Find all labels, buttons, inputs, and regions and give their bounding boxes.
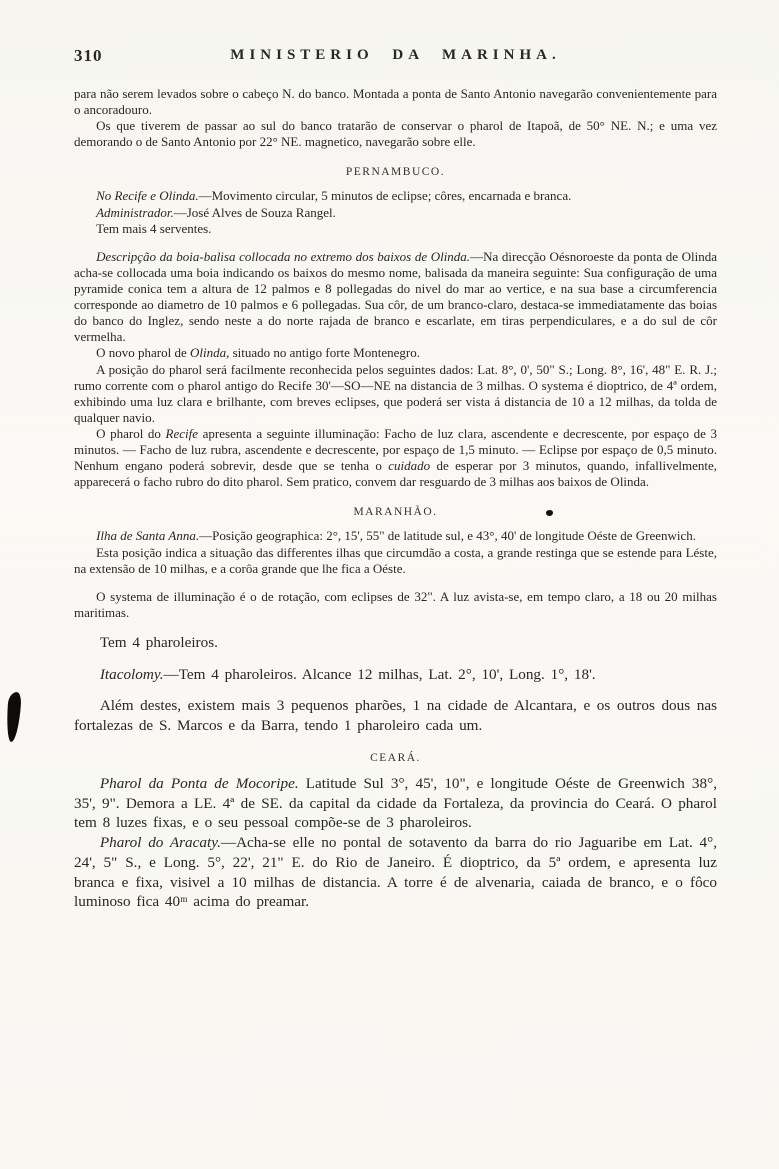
paragraph-lead-italic: Descripção da boia-balisa collocada no extremo dos baixos de Olinda. — [96, 248, 471, 264]
paragraph-text: A posição do pharol será facilmente reconhecida pelos seguintes dados: Lat. 8°, 0', 50" S.; Long. 8°, 16', 48" E. R. J.; rumo corrente com o pharol antigo do Recife 30'—SO—NE na distancia de 3 milhas. O systema é dioptrico, de 4ª ordem, exhibindo uma luz clara e brilhante, com breves eclipses, que poderá ser vista á distancia de 10 a 12 milhas, da tolda de qualquer navio. — [74, 361, 717, 425]
paragraph — [74, 86, 717, 118]
paragraph-text: Tem 4 pharoleiros. — [99, 633, 218, 651]
document-body — [74, 86, 717, 912]
paragraph — [74, 774, 717, 833]
paragraph-lead-italic: Ilha de Santa Anna. — [96, 528, 200, 544]
paragraph-text: Os que tiverem de passar ao sul do banco tratarão de conservar o pharol de Itapoã, de 50° NE. N.; e uma vez demorando o de Santo Antonio por 22° NE. magnetico, navegarão sobre elle. — [74, 118, 717, 150]
paragraph — [74, 528, 717, 544]
paragraph-text: para não serem levados sobre o cabeço N. do banco. Montada a ponta de Santo Antonio navegarão convenientemente para o ancoradouro. — [74, 86, 717, 118]
paragraph-lead-italic: Pharol da Ponta de Mocoripe. — [99, 774, 299, 792]
paragraph — [74, 362, 717, 426]
paragraph — [74, 118, 717, 150]
page-header — [74, 46, 717, 70]
paragraph-text: O pharol do — [96, 425, 166, 441]
paragraph — [74, 696, 717, 736]
paragraph — [74, 188, 717, 204]
page-number: 310 — [74, 46, 103, 65]
section-heading: CEARÁ. — [370, 751, 421, 764]
paragraph-text: apresenta a seguinte illuminação: Facho de luz clara, ascendente e decrescente, por espaço de 3 minutos. — Facho de luz rubra, ascendente e decrescente, por espaço de 1,5 minuto. — Eclipse por espaço de 0,5 minuto. Nenhum engano poderá sobrevir, desde que se tenha o — [74, 425, 717, 474]
paragraph-text: Além destes, existem mais 3 pequenos pharões, 1 na cidade de Alcantara, e os outros dous nas fortalezas de S. Marcos e da Barra, tendo 1 pharoleiro cada um. — [74, 697, 717, 735]
paragraph — [74, 221, 717, 237]
paragraph-text: —Movimento circular, 5 minutos de eclipse; côres, encarnada e branca. — [198, 188, 572, 204]
paragraph — [74, 665, 717, 685]
section-heading: MARANHÃO. — [74, 506, 717, 518]
paragraph-text: —José Alves de Souza Rangel. — [173, 204, 336, 220]
paragraph-lead-italic: Pharol do Aracaty. — [99, 834, 221, 852]
paragraph — [74, 545, 717, 577]
paragraph-lead-italic: No Recife e Olinda. — [96, 188, 199, 204]
paragraph-text: —Na direcção Oésnoroeste da ponta de Olinda acha-se collocada uma boia indicando os baixos do mesmo nome, balisada da maneira seguinte: Sua configuração de uma pyramide conica tem a altura de 12 palmos e 8 pollegadas do nivel do mar ao vertice, e na sua base a circumferencia corresponde ao diametro de 10 palmos e 6 pollegadas. Sua côr, de um branco-claro, destaca-se immediatamente das boias do banco do Inglez, sendo neste a do norte rajada de branco e escarlate, em tiras perpendiculares, e a do sul de côr vermelha. — [74, 248, 717, 345]
paragraph — [74, 633, 717, 653]
paragraph-lead-italic: cuidado — [388, 458, 431, 474]
paragraph-text: Esta posição indica a situação das differentes ilhas que circumdão a costa, a grande restinga que se estende para Léste, na extensão de 10 milhas, e a corôa grande que lhe fica a Oéste. — [74, 544, 717, 576]
paragraph-text: —Posição geographica: 2°, 15', 55" de latitude sul, e 43°, 40' de longitude Oéste de Greenwich. — [199, 528, 697, 544]
paragraph — [74, 345, 717, 361]
paragraph — [74, 589, 717, 621]
ink-dot — [546, 510, 553, 516]
paragraph — [74, 426, 717, 490]
paragraph-lead-italic: Itacolomy. — [99, 665, 164, 683]
paragraph — [74, 833, 717, 912]
paragraph-text: de esperar por 3 minutos, quando, infallivelmente, apparecerá o facho rubro do dito pharol. Sem pratico, convem dar resguardo de 3 milhas aos baixos de Olinda. — [74, 458, 718, 490]
paragraph-text: Latitude Sul 3°, 45', 10", e longitude Oéste de Greenwich 38°, 35', 9". Demora a LE. 4ª de SE. da capital da cidade da Fortaleza, da provincia do Ceará. O pharol tem 8 luzes fixas, e o seu pessoal compõe-se de 3 pharoleiros. — [74, 774, 717, 832]
paragraph-text: O systema de illuminação é o de rotação, com eclipses de 32". A luz avista-se, em tempo claro, a 18 ou 20 milhas maritimas. — [74, 588, 717, 620]
section-heading: PERNAMBUCO. — [345, 166, 446, 179]
paragraph-text: —Tem 4 pharoleiros. Alcance 12 milhas, Lat. 2°, 10', Long. 1°, 18'. — [163, 665, 596, 683]
paragraph-text: , situado no antigo forte Montenegro. — [226, 345, 420, 361]
paragraph-text: Tem mais 4 serventes. — [96, 220, 212, 236]
paragraph — [74, 249, 717, 346]
paragraph-text: —Acha-se elle no pontal de sotavento da barra do rio Jaguaribe em Lat. 4°, 24', 5" S., e Long. 5°, 22', 21" E. do Rio de Janeiro. É dioptrico, da 5ª ordem, e apresenta luz branca e fixa, visivel a 10 milhas de distancia. A torre é de alvenaria, caiada de branco, e o fôco luminoso fica 40ᵐ acima do preamar. — [74, 834, 717, 911]
paragraph — [74, 205, 717, 221]
running-title: MINISTERIO DA MARINHA. — [230, 47, 561, 63]
paragraph-lead-italic: Administrador. — [96, 204, 174, 220]
paragraph-lead-italic: Olinda — [189, 345, 227, 361]
paragraph-text: O novo pharol de — [96, 345, 190, 361]
paragraph-lead-italic: Recife — [165, 425, 199, 441]
